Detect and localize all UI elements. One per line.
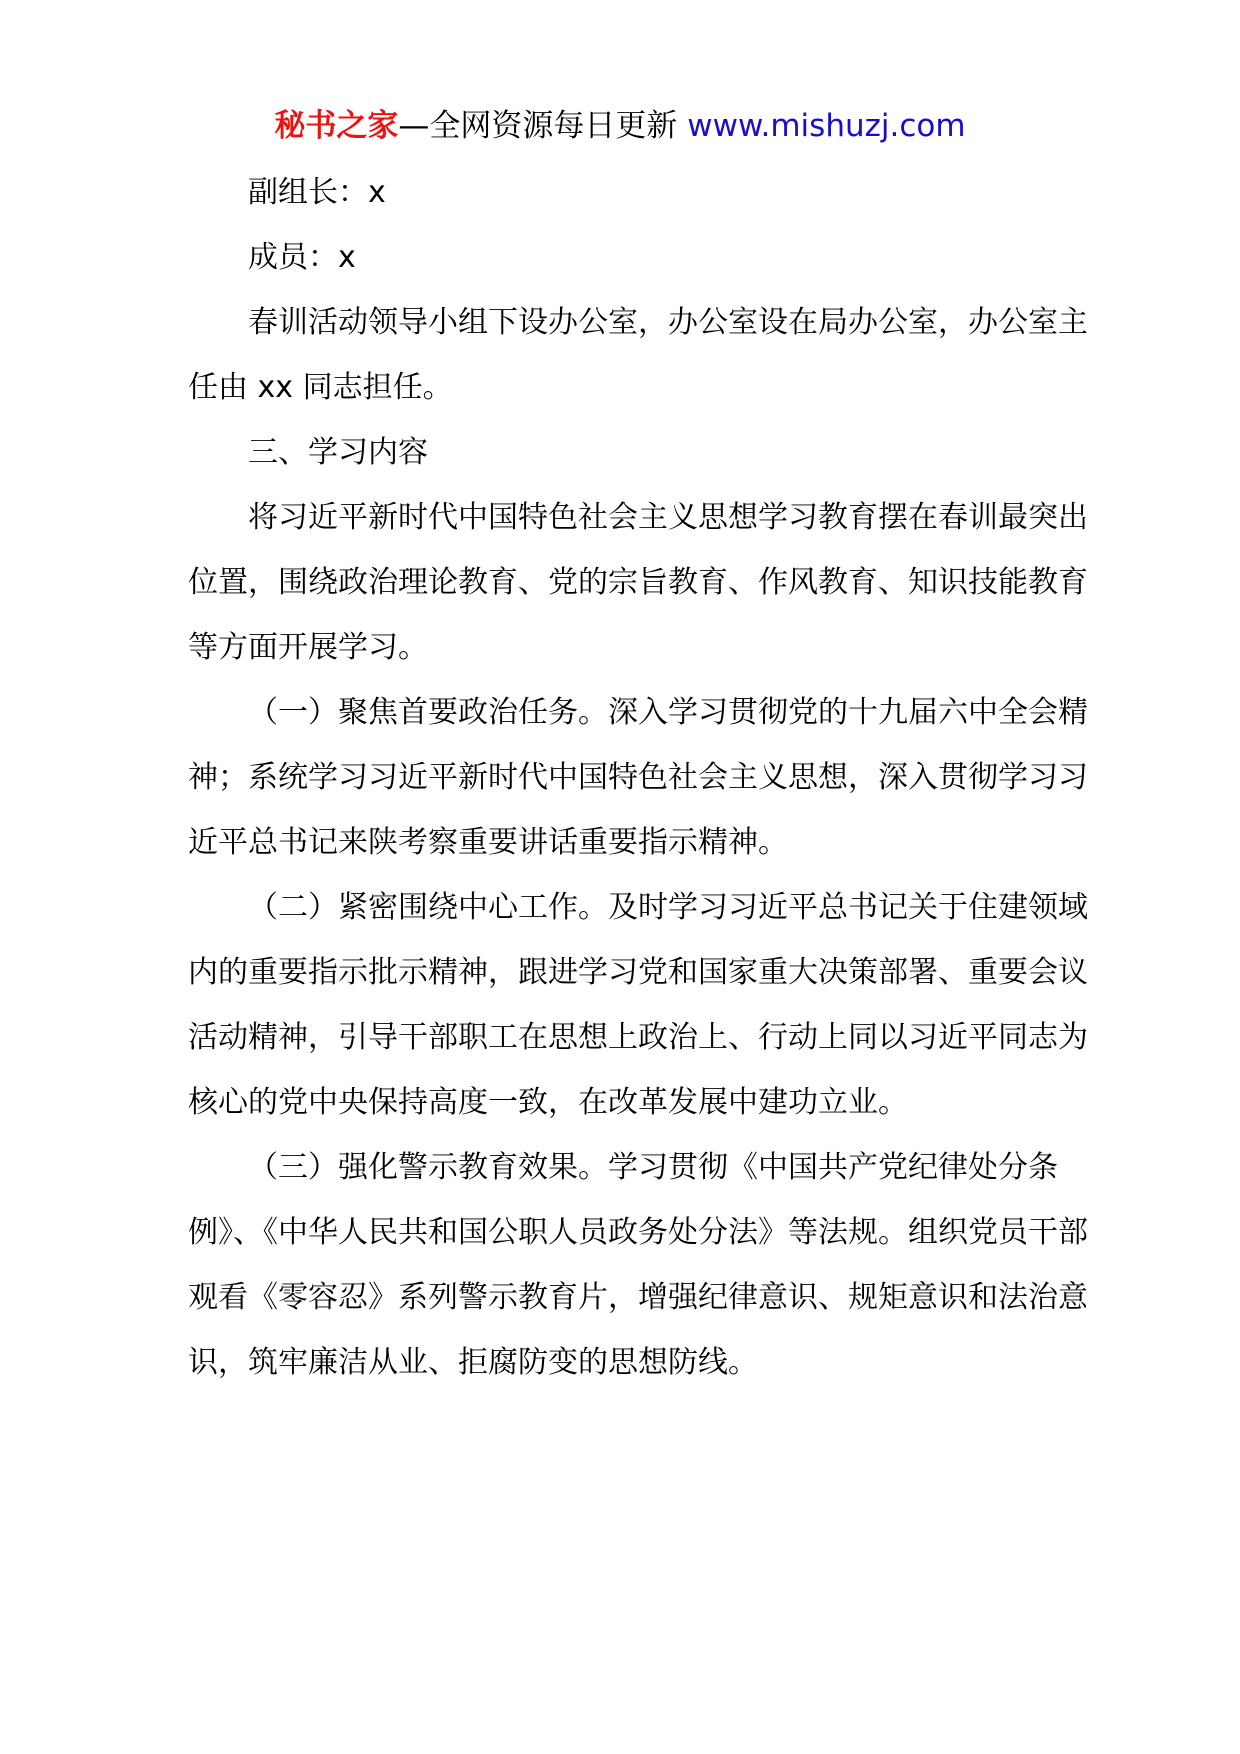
paragraph-study-intro: 将习近平新时代中国特色社会主义思想学习教育摆在春训最突出位置，围绕政治理论教育、党的宗旨教育、作风教育、知识技能教育等方面开展学习。 (188, 500, 1088, 665)
paragraph-item-1: （一）聚焦首要政治任务。深入学习贯彻党的十九届六中全会精神；系统学习习近平新时代中国特色社会主义思想，深入贯彻学习习近平总书记来陕考察重要讲话重要指示精神。 (188, 695, 1088, 860)
paragraph-office: 春训活动领导小组下设办公室，办公室设在局办公室，办公室主任由 xx 同志担任。 (188, 305, 1088, 405)
paragraph-item-3: （三）强化警示教育效果。学习贯彻《中国共产党纪律处分条例》、《中华人民共和国公职人员政务处分法》等法规。组织党员干部观看《零容忍》系列警示教育片，增强纪律意识、规矩意识和法治意识，筑牢廉洁从业、拒腐防变的思想防线。 (188, 1150, 1088, 1380)
paragraph-members: 成员：x (248, 240, 356, 275)
brand-name: 秘书之家 (274, 108, 399, 144)
paragraph-item-2: （二）紧密围绕中心工作。及时学习习近平总书记关于住建领域内的重要指示批示精神，跟进学习党和国家重大决策部署、重要会议活动精神，引导干部职工在思想上政治上、行动上同以习近平同志为核心的党中央保持高度一致，在改革发展中建功立业。 (188, 890, 1088, 1120)
section-heading: 三、学习内容 (248, 435, 428, 470)
header-tagline: —全网资源每日更新 (398, 108, 688, 144)
website-link[interactable]: www.mishuzj.com (687, 108, 966, 144)
page-header (0, 96, 1240, 156)
document-body (188, 160, 1093, 1395)
paragraph-deputy-leader: 副组长：x (248, 175, 386, 210)
